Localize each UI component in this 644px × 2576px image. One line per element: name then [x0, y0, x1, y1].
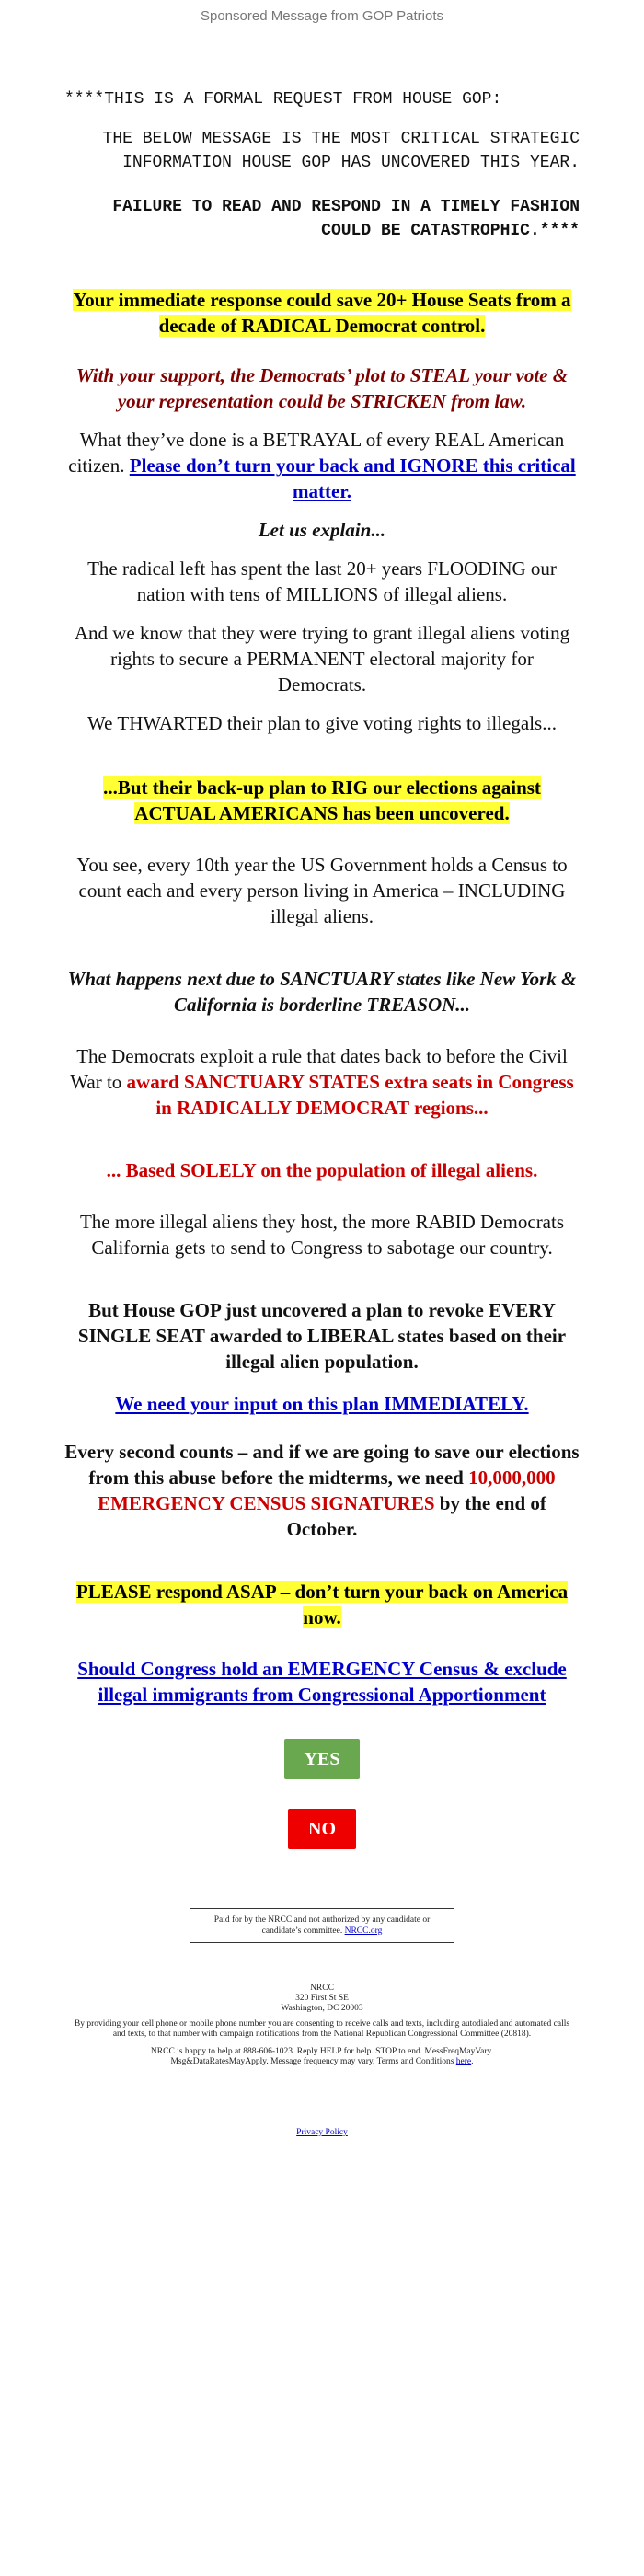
voting-rights-paragraph: And we know that they were trying to grant illegal aliens voting rights to secure a PERMANENT electoral majority for Democrats.: [74, 622, 570, 696]
sanctuary-heading: What happens next due to SANCTUARY states like New York & California is borderline TREASON...: [67, 968, 577, 1016]
revoke-plan-heading: But House GOP just uncovered a plan to revoke EVERY SINGLE SEAT awarded to LIBERAL states based on their illegal alien population.: [77, 1299, 567, 1373]
based-solely-heading: ... Based SOLELY on the population of illegal aliens.: [106, 1159, 538, 1181]
census-paragraph: You see, every 10th year the US Government holds a Census to count each and every person living in America – INCLUDING illegal aliens.: [76, 854, 568, 927]
help-text: NRCC is happy to help at 888-606-1023. Reply HELP for help. STOP to end. MessFreqMayVary. Msg&DataRatesMayApply. Message frequency may vary. Terms and Conditions here.: [150, 2047, 494, 2066]
yes-button[interactable]: YES: [284, 1739, 360, 1779]
privacy-row: [64, 2128, 580, 2138]
sponsor-banner: Sponsored Message from GOP Patriots: [200, 8, 443, 24]
footer-city: Washington, DC 20003: [281, 2004, 363, 2013]
formal-request-line: ****THIS IS A FORMAL REQUEST FROM HOUSE GOP:: [64, 90, 502, 109]
every-second-paragraph: Every second counts – and if we are going to save our elections from this abuse before the midterms, we need 10,000,000 EMERGENCY CENSUS SIGNATURES by the end of October.: [64, 1441, 580, 1540]
consent-text: By providing your cell phone or mobile phone number you are consenting to receive calls and texts, including autodialed and automated calls and texts, to that number with campaign notifications from the National Republican Congressional Committee (20818).: [74, 2019, 570, 2039]
betrayal-paragraph: What they’ve done is a BETRAYAL of every REAL American citizen. Please don’t turn your back and IGNORE this critical matter.: [68, 429, 576, 502]
input-link-row: [64, 1391, 580, 1417]
flooding-paragraph: The radical left has spent the last 20+ years FLOODING our nation with tens of MILLIONS of illegal aliens.: [87, 558, 557, 605]
nrcc-link[interactable]: NRCC.org: [344, 1926, 383, 1936]
support-paragraph: With your support, the Democrats’ plot to STEAL your vote & your representation could be STRICKEN from law.: [75, 364, 569, 412]
no-button-row: [64, 1809, 580, 1849]
terms-here-link[interactable]: here: [455, 2057, 472, 2066]
respond-asap-headline: PLEASE respond ASAP – don’t turn your back on America now.: [75, 1581, 569, 1628]
critical-message-line: THE BELOW MESSAGE IS THE MOST CRITICAL STRATEGIC INFORMATION HOUSE GOP HAS UNCOVERED THIS YEAR.: [102, 130, 580, 172]
input-immediately-link[interactable]: We need your input on this plan IMMEDIATELY.: [115, 1393, 529, 1415]
paid-for-box-row: [64, 1908, 580, 1943]
thwarted-paragraph: We THWARTED their plan to give voting rights to illegals...: [87, 712, 557, 734]
failure-warning-line: FAILURE TO READ AND RESPOND IN A TIMELY FASHION COULD BE CATASTROPHIC.****: [112, 198, 580, 240]
footer-address: [64, 1984, 580, 2014]
ignore-matter-link[interactable]: Please don’t turn your back and IGNORE this critical matter.: [129, 454, 576, 502]
census-question: [64, 1656, 580, 1708]
footer-org: NRCC: [310, 1984, 334, 1993]
yes-button-row: [64, 1739, 580, 1779]
exploit-paragraph: The Democrats exploit a rule that dates back to before the Civil War to award SANCTUARY STATES extra seats in Congress in RADICALLY DEMOCRAT regions...: [70, 1045, 574, 1119]
explain-heading: Let us explain...: [258, 519, 386, 541]
headline-save-seats: Your immediate response could save 20+ House Seats from a decade of RADICAL Democrat control.: [73, 289, 571, 337]
paid-for-disclaimer: Paid for by the NRCC and not authorized by any candidate or candidate’s committee. NRCC.org: [190, 1908, 454, 1943]
rabid-paragraph: The more illegal aliens they host, the more RABID Democrats California gets to send to Congress to sabotage our country.: [79, 1211, 565, 1259]
footer-street: 320 First St SE: [295, 1994, 349, 2003]
census-question-link[interactable]: Should Congress hold an EMERGENCY Census & exclude illegal immigrants from Congressional Apportionment: [77, 1658, 567, 1706]
privacy-policy-link[interactable]: Privacy Policy: [296, 2128, 348, 2137]
email-body: [64, 90, 580, 2138]
backup-plan-headline: ...But their back-up plan to RIG our elections against ACTUAL AMERICANS has been uncovered.: [103, 776, 541, 824]
no-button[interactable]: NO: [288, 1809, 356, 1849]
